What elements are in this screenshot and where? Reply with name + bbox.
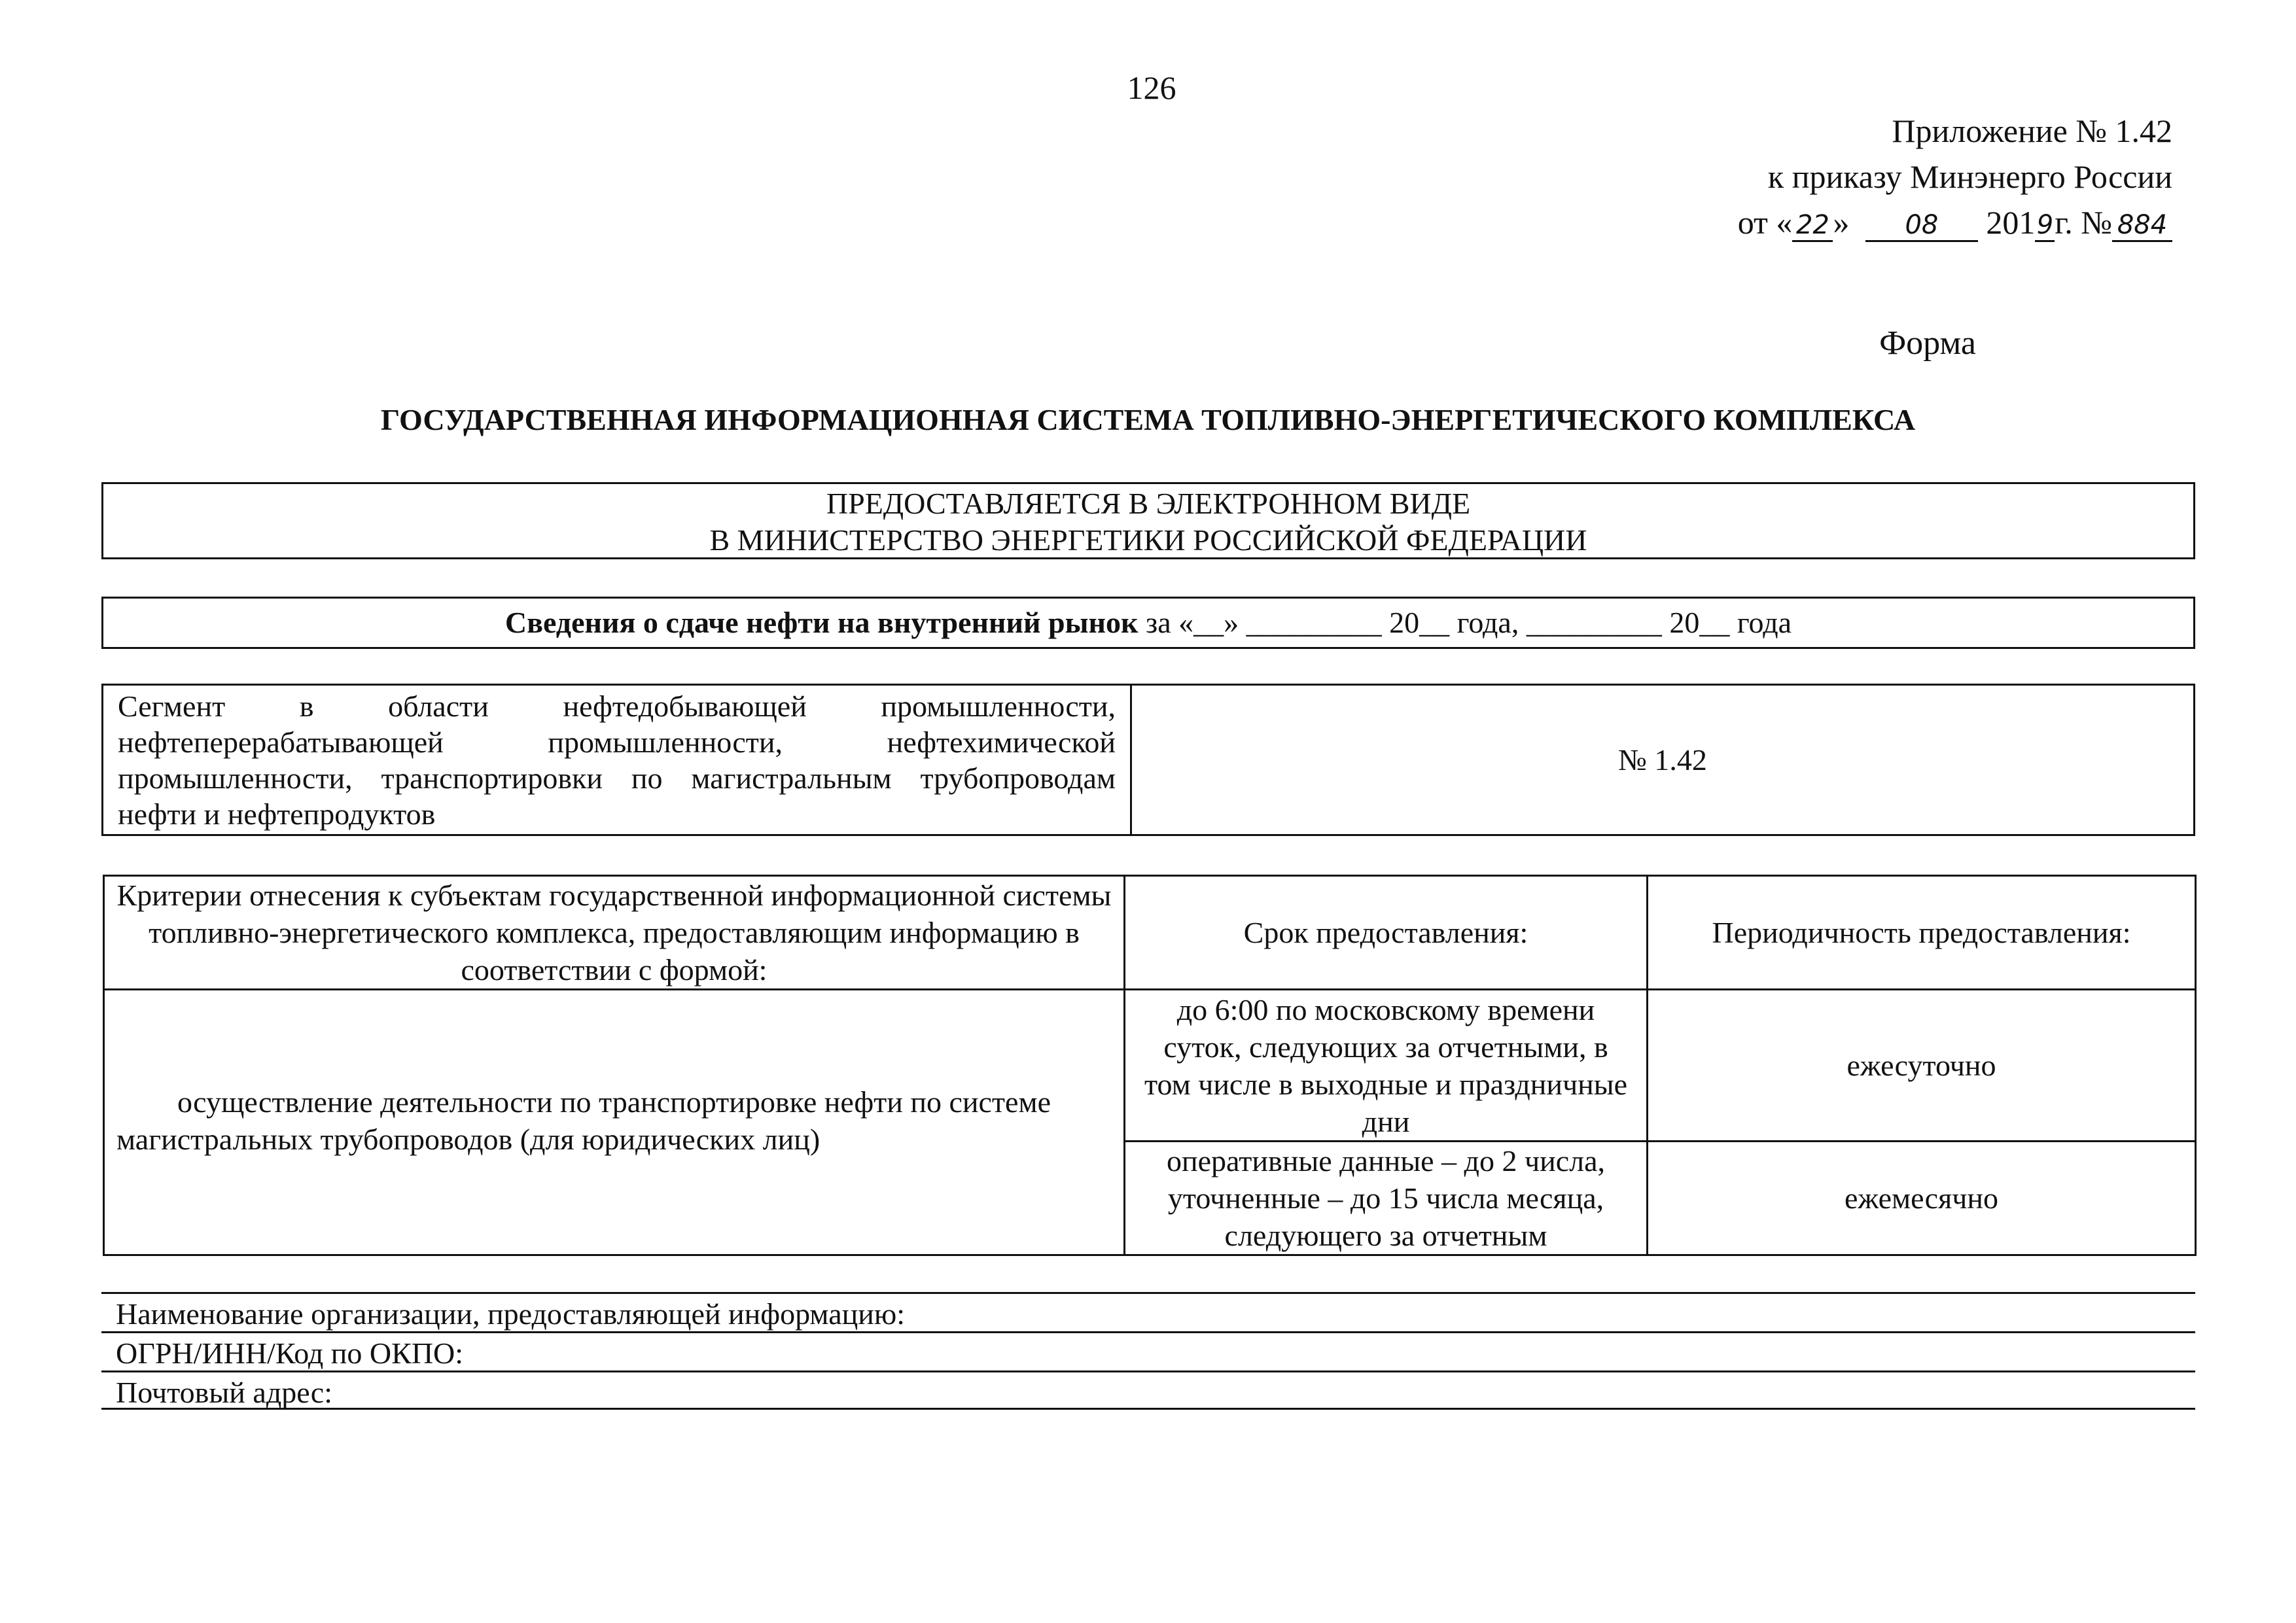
report-title-box [101, 597, 2195, 649]
org-address-field: Почтовый адрес: [101, 1370, 2195, 1410]
submission-line1: ПРЕДОСТАВЛЯЕТСЯ В ЭЛЕКТРОННОМ ВИДЕ [826, 487, 1471, 520]
criterion-cell: осуществление деятельности по транспортировке нефти по системе магистральных трубопроводов (для юридических лиц) [104, 990, 1125, 1255]
appendix-line1: Приложение № 1.42 [1892, 113, 2172, 149]
order-year-prefix: 201 [1986, 204, 2036, 241]
table-row [104, 990, 2196, 1142]
form-label: Форма [1879, 324, 1976, 362]
deadline-header: Срок предоставления: [1125, 876, 1648, 990]
organization-fields [101, 1292, 2195, 1410]
segment-number: № 1.42 [1131, 685, 2195, 835]
table-row [103, 685, 2195, 835]
org-name-field: Наименование организации, предоставляющей информацию: [101, 1292, 2195, 1331]
deadline-cell: до 6:00 по московскому времени суток, следующих за отчетными, в том числе в выходные и праздничные дни [1125, 990, 1648, 1142]
order-quote-close: » [1833, 204, 1850, 241]
report-title-period: за «__» _________ 20__ года, _________ 20__ года [1138, 606, 1792, 639]
criteria-table [103, 875, 2197, 1256]
appendix-header [1649, 108, 2172, 245]
periodicity-cell: ежесуточно [1648, 990, 2196, 1142]
order-date-line [1649, 200, 2172, 245]
order-from-label: от « [1737, 204, 1793, 241]
segment-description: Сегмент в области нефтедобывающей промышленности, нефтеперерабатывающей промышленности, нефтехимической промышленности, транспортировки по магистральным трубопроводам нефти и нефтепродуктов [103, 685, 1131, 835]
order-day: 22 [1792, 210, 1833, 242]
deadline-cell: оперативные данные – до 2 числа, уточненные – до 15 числа месяца, следующего за отчетным [1125, 1142, 1648, 1255]
page-number: 126 [1127, 69, 1176, 106]
report-title-bold: Сведения о сдаче нефти на внутренний рынок [504, 606, 1139, 639]
submission-notice-box [101, 482, 2195, 559]
order-month: 08 [1865, 210, 1978, 242]
periodicity-header: Периодичность предоставления: [1648, 876, 2196, 990]
order-number: 884 [2112, 210, 2172, 242]
table-row [104, 876, 2196, 990]
submission-line2: В МИНИСТЕРСТВО ЭНЕРГЕТИКИ РОССИЙСКОЙ ФЕДЕРАЦИИ [709, 523, 1587, 557]
order-number-label: г. № [2055, 204, 2112, 241]
order-year-digit: 9 [2035, 210, 2055, 242]
criteria-header: Критерии отнесения к субъектам государственной информационной системы топливно-энергетического комплекса, предоставляющим информацию в соответствии с формой: [104, 876, 1125, 990]
org-ids-field: ОГРН/ИНН/Код по ОКПО: [101, 1331, 2195, 1370]
segment-table [101, 684, 2195, 836]
page-title: ГОСУДАРСТВЕННАЯ ИНФОРМАЦИОННАЯ СИСТЕМА ТОПЛИВНО-ЭНЕРГЕТИЧЕСКОГО КОМПЛЕКСА [380, 403, 1916, 436]
appendix-line2: к приказу Минэнерго России [1767, 158, 2172, 195]
periodicity-cell: ежемесячно [1648, 1142, 2196, 1255]
